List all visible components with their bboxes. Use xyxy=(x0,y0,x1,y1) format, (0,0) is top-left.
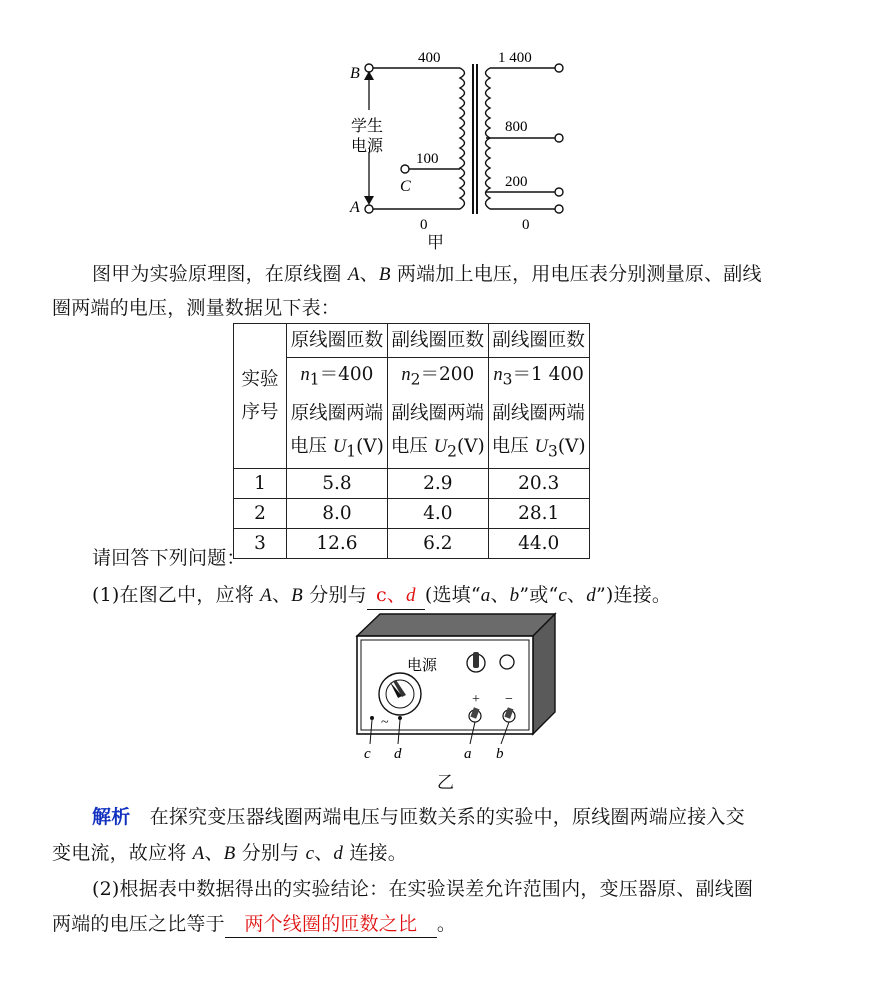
table-header-n2: $n_2=200$ xyxy=(387,358,488,397)
q1-answer-blank: c、d xyxy=(367,582,425,610)
label-source-1: 学生 xyxy=(351,118,384,135)
table-header-n3: $n_3=1$ 400 xyxy=(488,358,589,397)
label-C: C xyxy=(400,178,411,195)
table-header-u1: 电压 $U_1(V)$ xyxy=(287,430,388,469)
label-s-top: 1 400 xyxy=(498,50,532,66)
label-source-2: 电源 xyxy=(351,138,384,155)
question-1: (1)在图乙中，应将 A、B 分别与 c、d (选填“a、b”或“c、d”)连接。 xyxy=(52,578,870,613)
label-p-top: 400 xyxy=(418,50,441,66)
table-header-col2: 副线圈匝数 xyxy=(387,324,488,358)
label-tilde: ~ xyxy=(381,715,389,730)
label-plus: + xyxy=(472,692,480,707)
table-header-u3-label: 副线圈两端 xyxy=(488,397,589,430)
transformer-diagram xyxy=(340,40,580,250)
table-header-col1: 原线圈匝数 xyxy=(287,324,388,358)
label-B: B xyxy=(350,65,360,82)
table-header-index: 实验 序号 xyxy=(234,324,287,469)
label-p-mid: 100 xyxy=(416,151,439,167)
label-A: A xyxy=(350,199,360,216)
table-header-n1: $n_1=400$ xyxy=(287,358,388,397)
label-s-low: 200 xyxy=(505,174,528,190)
terminal-c: c xyxy=(364,746,371,762)
label-minus: − xyxy=(505,692,513,707)
question-2-line2: 两端的电压之比等于 两个线圈的匝数之比 。 xyxy=(52,907,832,941)
figure-jia-caption: 甲 xyxy=(427,233,444,253)
table-header-col3: 副线圈匝数 xyxy=(488,324,589,358)
label-s-bottom: 0 xyxy=(522,217,530,233)
table-header-u2: 电压 $U_2(V)$ xyxy=(387,430,488,469)
label-s-mid: 800 xyxy=(505,119,528,135)
table-header-u1-label: 原线圈两端 xyxy=(287,397,388,430)
analysis-tag: 解析 xyxy=(92,806,131,828)
intro-paragraph: 图甲为实验原理图，在原线圈 A、B 两端加上电压，用电压表分别测量原、副线 xyxy=(92,263,762,285)
figure-yi-caption: 乙 xyxy=(437,773,454,793)
table-header-u3: 电压 $U_3(V)$ xyxy=(488,430,589,469)
analysis-paragraph-line2: 变电流，故应将 A、B 分别与 c、d 连接。 xyxy=(52,842,407,864)
terminal-d: d xyxy=(394,746,402,762)
data-table xyxy=(233,323,590,559)
label-p-bottom: 0 xyxy=(420,217,428,233)
table-row: 1 5.8 2.9 20.3 xyxy=(234,469,590,499)
intro-paragraph-line2: 圈两端的电压，测量数据见下表： xyxy=(52,297,341,319)
table-row: 2 8.0 4.0 28.1 xyxy=(234,499,590,529)
power-supply-diagram xyxy=(350,612,560,762)
q2-answer-blank: 两个线圈的匝数之比 xyxy=(225,911,437,938)
table-row: 3 12.6 6.2 44.0 xyxy=(234,529,590,559)
prompt-text: 请回答下列问题： xyxy=(92,547,246,569)
question-2: (2)根据表中数据得出的实验结论：在实验误差允许范围内，变压器原、副线圈 xyxy=(92,878,754,900)
terminal-b: b xyxy=(496,746,504,762)
terminal-a: a xyxy=(464,746,472,762)
table-header-u2-label: 副线圈两端 xyxy=(387,397,488,430)
analysis-paragraph: 解析 在探究变压器线圈两端电压与匝数关系的实验中，原线圈两端应接入交 xyxy=(92,806,745,828)
label-power: 电源 xyxy=(407,658,438,674)
